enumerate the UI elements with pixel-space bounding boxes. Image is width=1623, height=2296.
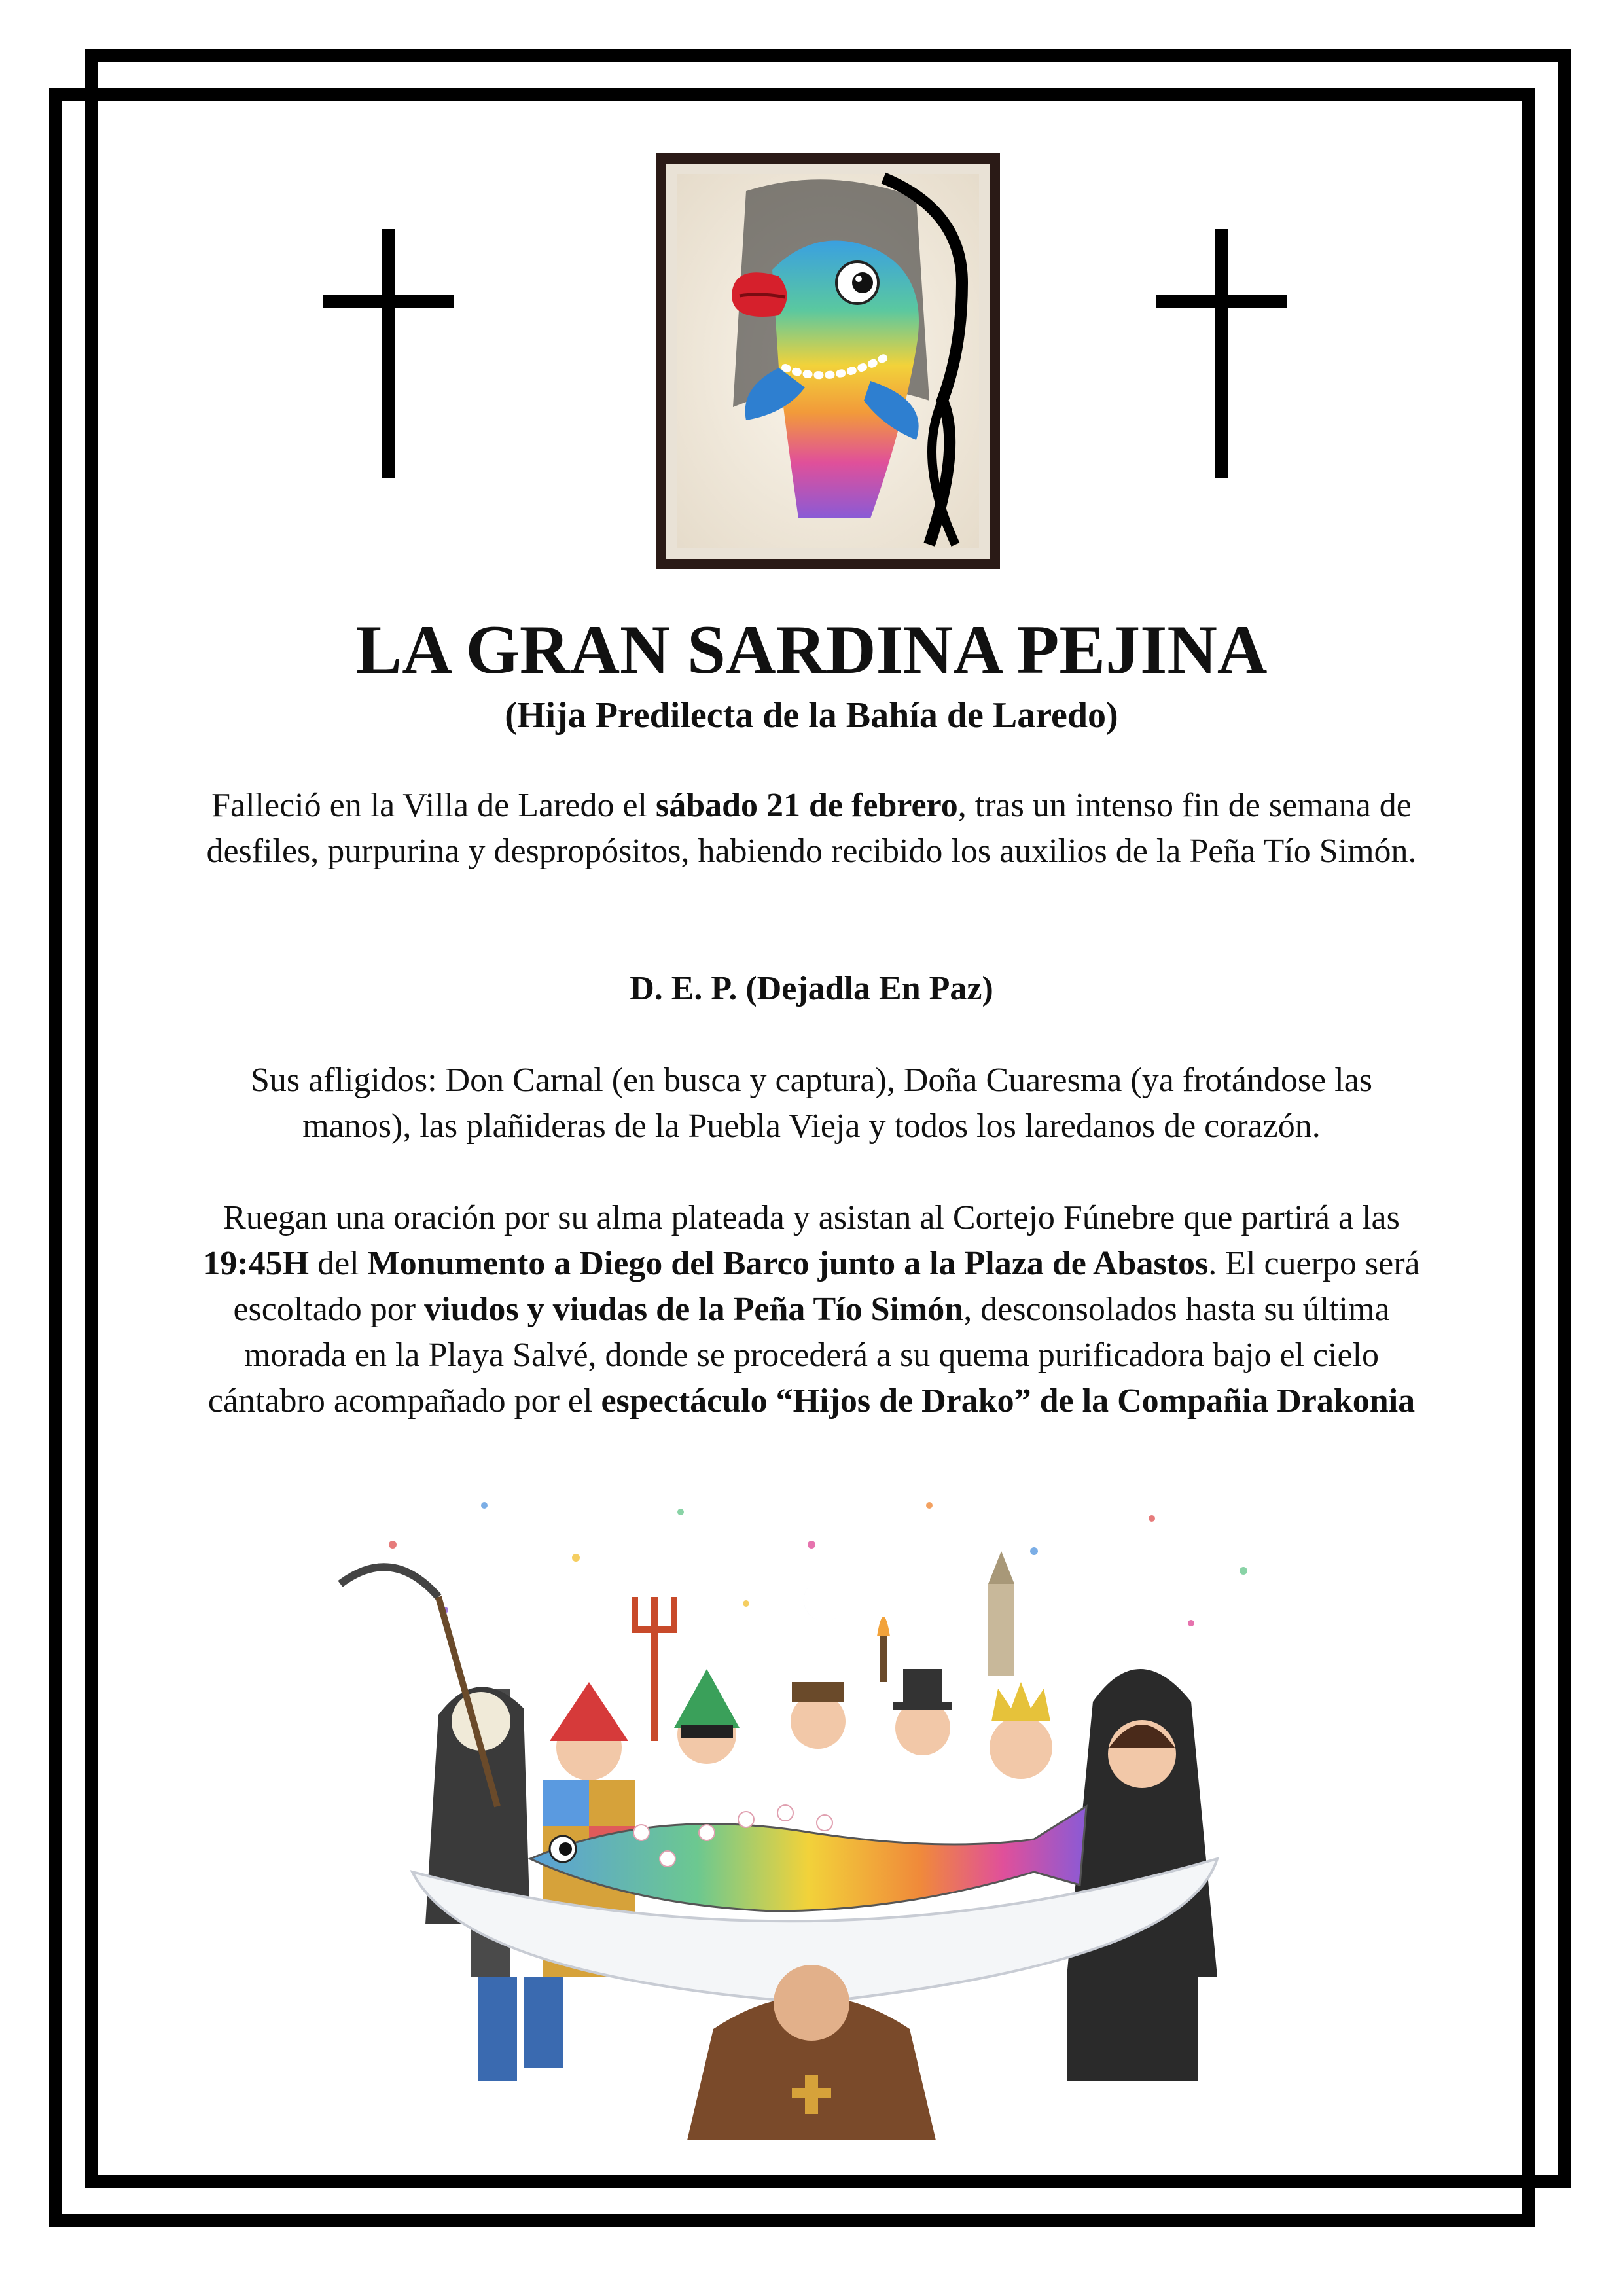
cortege-text-3: . El cuerpo será escoltado por [233, 1245, 1420, 1328]
rip-line: D. E. P. (Dejadla En Paz) [630, 970, 993, 1007]
cortege-escort: viudos y viudas de la Peña Tío Simón [424, 1291, 964, 1328]
right-cross-icon [1156, 229, 1287, 478]
cortege-text-2: del [309, 1245, 368, 1282]
cortege-time: 19:45H [203, 1245, 310, 1282]
carnival-parade-illustration [314, 1466, 1309, 2147]
cortege-paragraph [196, 1195, 1427, 1424]
death-notice-paragraph [196, 783, 1427, 874]
page-subtitle: (Hija Predilecta de la Bahía de Laredo) [505, 695, 1118, 736]
cortege-place: Monumento a Diego del Barco junto a la Plaza de Abastos [367, 1245, 1209, 1282]
cortege-show: espectáculo “Hijos de Drako” de la Compañia Drakonia [601, 1382, 1416, 1420]
death-date: sábado 21 de febrero [655, 787, 958, 824]
death-rest-text: , tras un intenso fin de semana de desfiles, purpurina y despropósitos, habiendo recibido los auxilios de la Peña Tío Simón. [206, 787, 1417, 870]
death-intro-text: Falleció en la Villa de Laredo el [211, 787, 656, 824]
cortege-text-1: Ruegan una oración por su alma plateada y asistan al Cortejo Fúnebre que partirá a las [223, 1199, 1400, 1236]
sardine-portrait-illustration [654, 152, 1001, 571]
left-cross-icon [323, 229, 454, 478]
mourners-paragraph: Sus afligidos: Don Carnal (en busca y captura), Doña Cuaresma (ya frotándose las manos), las plañideras de la Puebla Vieja y todos los laredanos de corazón. [250, 1062, 1373, 1145]
page-title: LA GRAN SARDINA PEJINA [355, 611, 1268, 688]
cortege-text-4: , desconsolados hasta su última morada en la Playa Salvé, donde se procederá a su quema purificadora bajo el cielo cántabro acompañado por el [207, 1291, 1390, 1420]
